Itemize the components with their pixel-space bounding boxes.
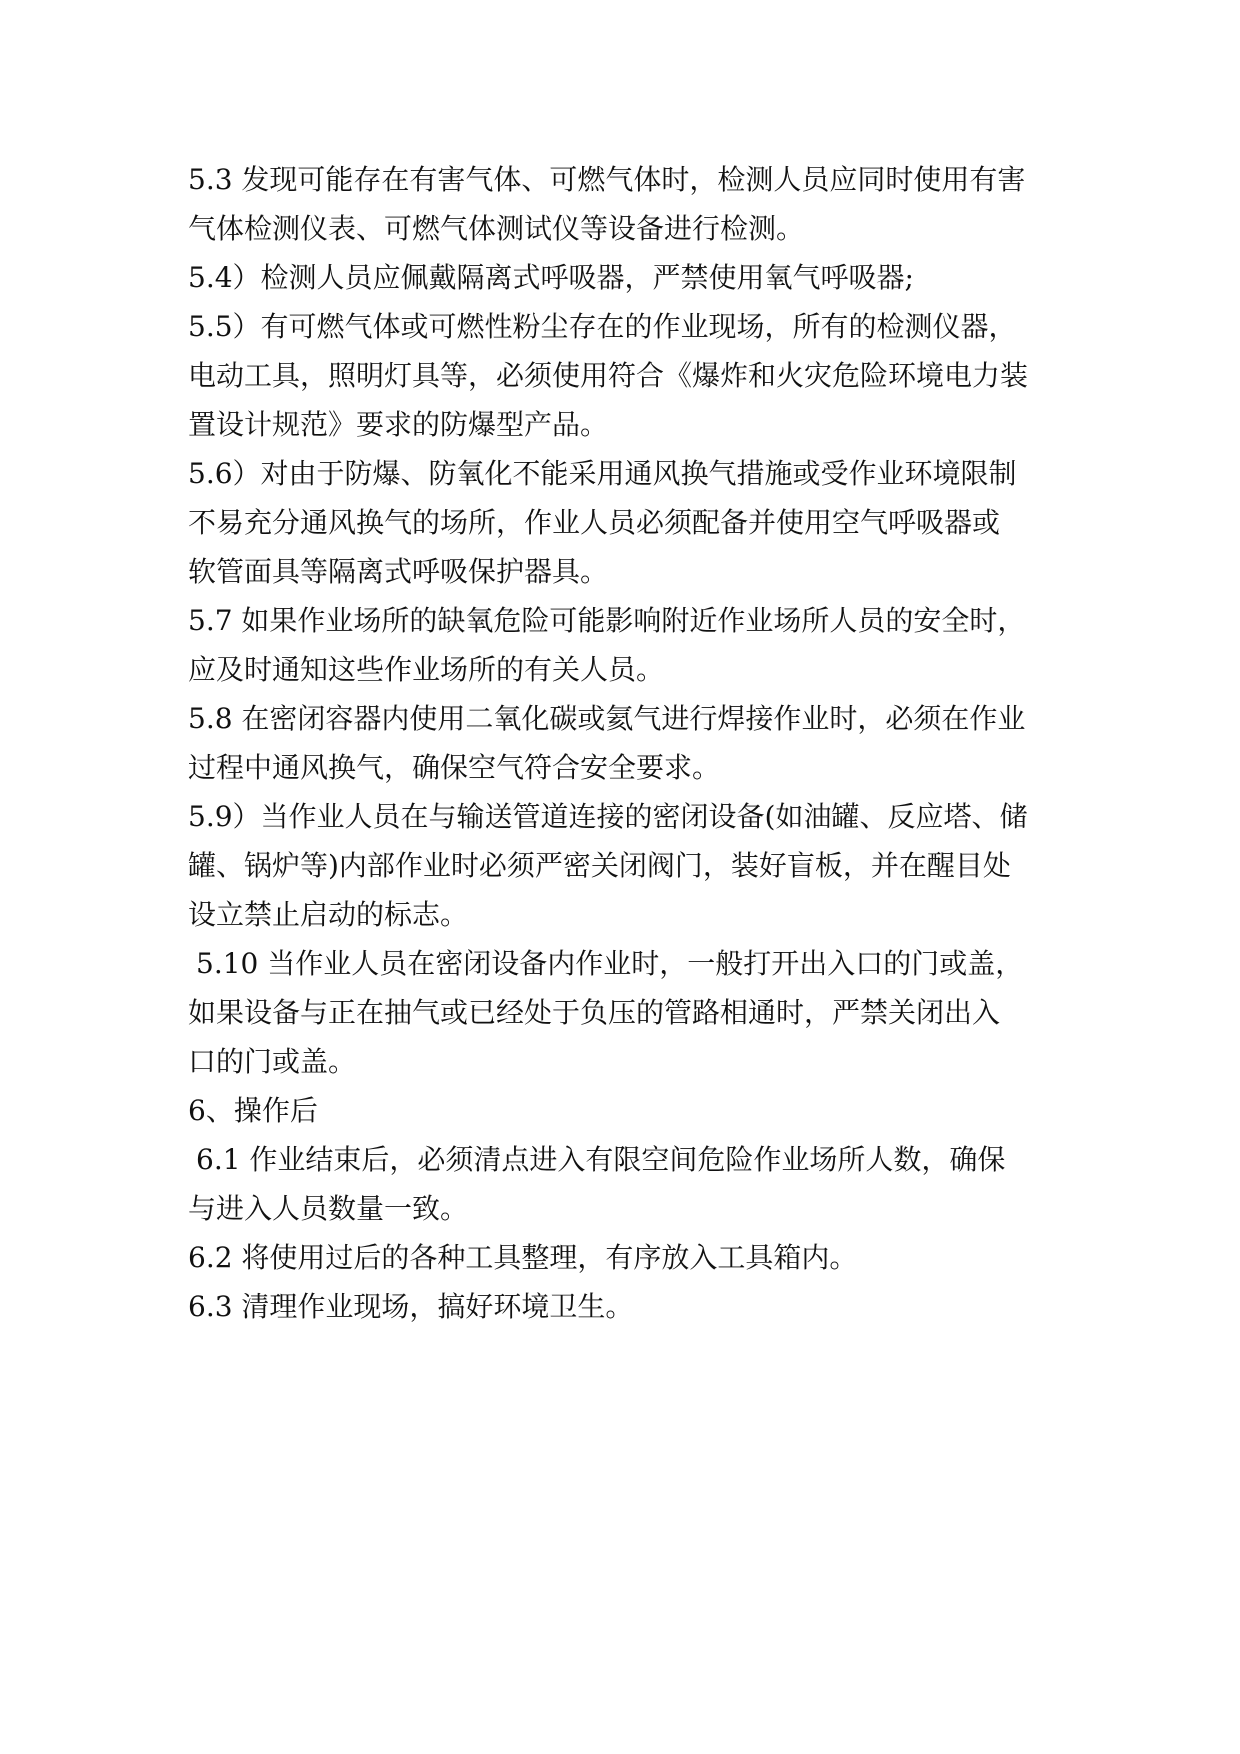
text-line: 6.2 将使用过后的各种工具整理，有序放入工具箱内。 bbox=[188, 1241, 858, 1274]
text-line: 气体检测仪表、可燃气体测试仪等设备进行检测。 bbox=[188, 212, 805, 245]
text-line: 5.7 如果作业场所的缺氧危险可能影响附近作业场所人员的安全时， bbox=[188, 604, 1026, 637]
text-line: 5.8 在密闭容器内使用二氧化碳或氦气进行焊接作业时，必须在作业 bbox=[188, 702, 1026, 735]
text-line: 设立禁止启动的标志。 bbox=[188, 898, 469, 931]
text-line: 应及时通知这些作业场所的有关人员。 bbox=[188, 653, 665, 686]
text-line: 5.9）当作业人员在与输送管道连接的密闭设备(如油罐、反应塔、储 bbox=[188, 800, 1028, 833]
text-line: 不易充分通风换气的场所，作业人员必须配备并使用空气呼吸器或 bbox=[188, 506, 1001, 539]
text-line: 罐、锅炉等)内部作业时必须严密关闭阀门，装好盲板，并在醒目处 bbox=[188, 849, 1011, 882]
text-line: 如果设备与正在抽气或已经处于负压的管路相通时，严禁关闭出入 bbox=[188, 996, 1001, 1029]
text-line: 软管面具等隔离式呼吸保护器具。 bbox=[188, 555, 609, 588]
text-line: 电动工具，照明灯具等，必须使用符合《爆炸和火灾危险环境电力装 bbox=[188, 359, 1029, 392]
text-line: 6.1 作业结束后，必须清点进入有限空间危险作业场所人数，确保 bbox=[196, 1143, 1006, 1176]
text-line: 口的门或盖。 bbox=[188, 1045, 357, 1078]
section-heading: 6、操作后 bbox=[188, 1094, 318, 1127]
text-line: 5.5）有可燃气体或可燃性粉尘存在的作业现场，所有的检测仪器， bbox=[188, 310, 1017, 343]
text-line: 与进入人员数量一致。 bbox=[188, 1192, 469, 1225]
text-line: 5.10 当作业人员在密闭设备内作业时，一般打开出入口的门或盖， bbox=[196, 947, 1024, 980]
text-line: 置设计规范》要求的防爆型产品。 bbox=[188, 408, 609, 441]
document-body bbox=[188, 155, 1068, 1331]
text-line: 5.4）检测人员应佩戴隔离式呼吸器，严禁使用氧气呼吸器; bbox=[188, 261, 914, 294]
text-line: 5.3 发现可能存在有害气体、可燃气体时，检测人员应同时使用有害 bbox=[188, 163, 1026, 196]
text-line: 过程中通风换气，确保空气符合安全要求。 bbox=[188, 751, 721, 784]
text-line: 5.6）对由于防爆、防氧化不能采用通风换气措施或受作业环境限制 bbox=[188, 457, 1017, 490]
text-line: 6.3 清理作业现场，搞好环境卫生。 bbox=[188, 1290, 634, 1323]
